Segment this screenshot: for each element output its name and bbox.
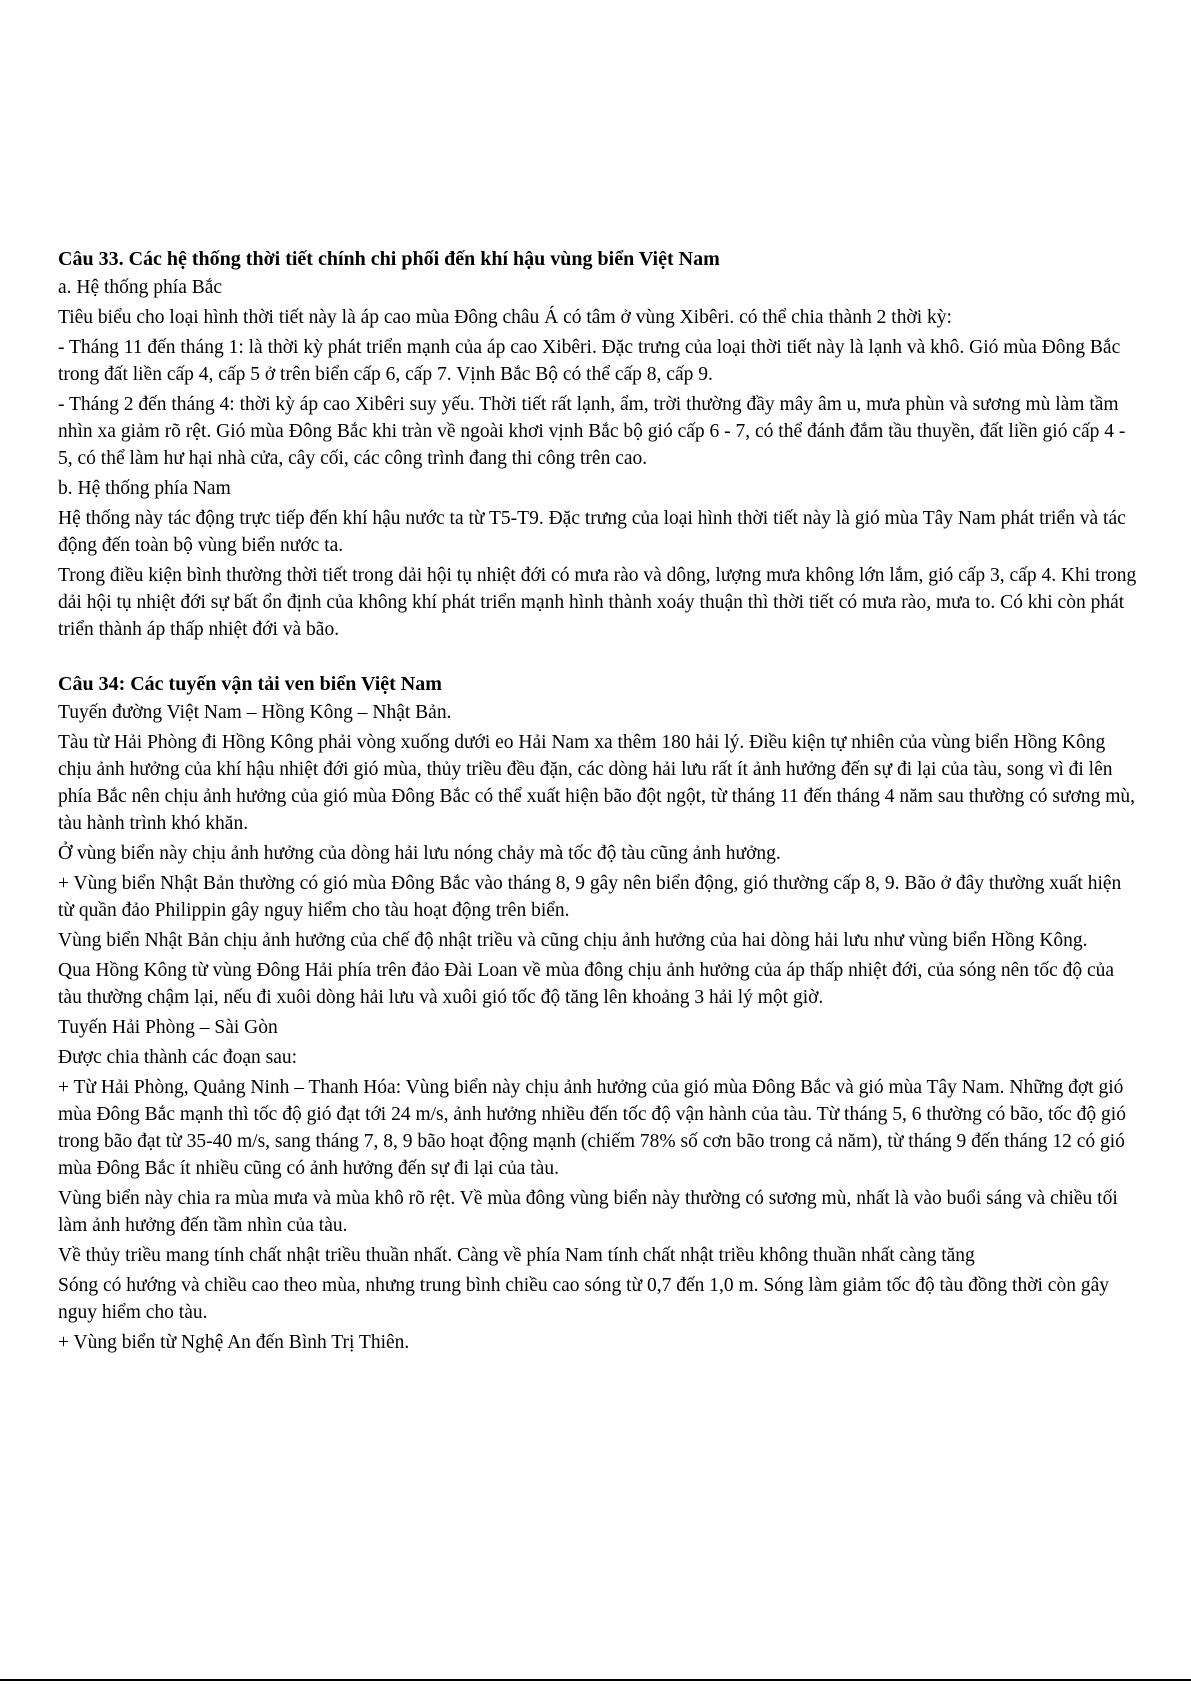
section-34-paragraph: + Từ Hải Phòng, Quảng Ninh – Thanh Hóa: Vùng biển này chịu ảnh hưởng của gió mùa Đông Bắc và gió mùa Tây Nam. Những đợt gió mùa Đông Bắc mạnh thì tốc độ gió đạt tới 24 m/s, ảnh hưởng nhiều đến tốc độ vận hành của tàu. Từ tháng 5, 6 thường có bão, tốc độ gió trong bão đạt từ 35-40 m/s, sang tháng 7, 8, 9 bão hoạt động mạnh (chiếm 78% số cơn bão trong cả năm), từ tháng 9 đến tháng 12 có gió mùa Đông Bắc ít nhiều cũng có ảnh hưởng đến sự đi lại của tàu.: [58, 1077, 1126, 1179]
section-33-paragraph: Hệ thống này tác động trực tiếp đến khí hậu nước ta từ T5-T9. Đặc trưng của loại hình thời tiết này là gió mùa Tây Nam phát triển và tác động đến toàn bộ vùng biển nước ta.: [58, 508, 1126, 556]
section-34-paragraph: Ở vùng biển này chịu ảnh hưởng của dòng hải lưu nóng chảy mà tốc độ tàu cũng ảnh hưởng.: [58, 843, 781, 864]
section-34-paragraph: + Vùng biển từ Nghệ An đến Bình Trị Thiên.: [58, 1332, 410, 1353]
section-33-paragraph: - Tháng 2 đến tháng 4: thời kỳ áp cao Xibêri suy yếu. Thời tiết rất lạnh, ẩm, trời thường đầy mây âm u, mưa phùn và sương mù làm tầm nhìn xa giảm rõ rệt. Gió mùa Đông Bắc khi tràn về ngoài khơi vịnh Bắc bộ gió cấp 6 - 7, có thể đánh đắm tầu thuyền, đất liền gió cấp 4 - 5, có thể làm hư hại nhà cửa, cây cối, các công trình đang thi công trên cao.: [58, 394, 1126, 469]
section-34-paragraph: Tàu từ Hải Phòng đi Hồng Kông phải vòng xuống dưới eo Hải Nam xa thêm 180 hải lý. Điều kiện tự nhiên của vùng biển Hồng Kông chịu ảnh hưởng của khí hậu nhiệt đới gió mùa, thủy triều đều đặn, các dòng hải lưu rất ít ảnh hưởng đến sự đi lại của tàu, song vì đi lên phía Bắc nên chịu ảnh hưởng của gió mùa Đông Bắc có thể xuất hiện bão đột ngột, từ tháng 11 đến tháng 4 năm sau thường có sương mù, tàu hành trình khó khăn.: [58, 732, 1136, 834]
section-34-paragraph: Sóng có hướng và chiều cao theo mùa, nhưng trung bình chiều cao sóng từ 0,7 đến 1,0 m. Sóng làm giảm tốc độ tàu đồng thời còn gây nguy hiểm cho tàu.: [58, 1275, 1109, 1323]
page-bottom-rule: [0, 1679, 1191, 1681]
section-33-heading: Câu 33. Các hệ thống thời tiết chính chi phối đến khí hậu vùng biển Việt Nam: [58, 248, 720, 270]
section-34-paragraph: Vùng biển này chia ra mùa mưa và mùa khô rõ rệt. Về mùa đông vùng biển này thường có sương mù, nhất là vào buổi sáng và chiều tối làm ảnh hưởng đến tầm nhìn của tàu.: [58, 1188, 1118, 1236]
section-33-paragraph: a. Hệ thống phía Bắc: [58, 277, 223, 298]
section-34-paragraph: Qua Hồng Kông từ vùng Đông Hải phía trên đảo Đài Loan về mùa đông chịu ảnh hưởng của áp thấp nhiệt đới, của sóng nên tốc độ của tàu thường chậm lại, nếu đi xuôi dòng hải lưu và xuôi gió tốc độ tăng lên khoảng 3 hải lý một giờ.: [58, 960, 1115, 1008]
section-34-paragraph: Vùng biển Nhật Bản chịu ảnh hưởng của chế độ nhật triều và cũng chịu ảnh hưởng của hai dòng hải lưu như vùng biển Hồng Kông.: [58, 930, 1088, 951]
section-34-paragraph: Tuyến Hải Phòng – Sài Gòn: [58, 1017, 278, 1038]
section-34-paragraph: Được chia thành các đoạn sau:: [58, 1047, 298, 1068]
section-34-paragraph: Tuyến đường Việt Nam – Hồng Kông – Nhật Bản.: [58, 702, 452, 723]
section-34-heading: Câu 34: Các tuyến vận tải ven biển Việt Nam: [58, 673, 442, 695]
section-34-paragraph: Về thủy triều mang tính chất nhật triều thuần nhất. Càng về phía Nam tính chất nhật triều không thuần nhất càng tăng: [58, 1245, 975, 1266]
section-33-paragraph: Trong điều kiện bình thường thời tiết trong dải hội tụ nhiệt đới có mưa rào và dông, lượng mưa không lớn lắm, gió cấp 3, cấp 4. Khi trong dải hội tụ nhiệt đới sự bất ổn định của không khí phát triển mạnh hình thành xoáy thuận thì thời tiết có mưa rào, mưa to. Có khi còn phát triển thành áp thấp nhiệt đới và bão.: [58, 565, 1137, 640]
section-33-paragraph: b. Hệ thống phía Nam: [58, 478, 231, 499]
section-33-paragraph: - Tháng 11 đến tháng 1: là thời kỳ phát triển mạnh của áp cao Xibêri. Đặc trưng của loại thời tiết này là lạnh và khô. Gió mùa Đông Bắc trong đất liền cấp 4, cấp 5 ở trên biển cấp 6, cấp 7. Vịnh Bắc Bộ có thể cấp 8, cấp 9.: [58, 337, 1121, 385]
section-34-paragraph: + Vùng biển Nhật Bản thường có gió mùa Đông Bắc vào tháng 8, 9 gây nên biển động, gió thường cấp 8, 9. Bão ở đây thường xuất hiện từ quần đảo Philippin gây nguy hiểm cho tàu hoạt động trên biển.: [58, 873, 1122, 921]
document-page: [58, 246, 1138, 1359]
section-33-paragraph: Tiêu biểu cho loại hình thời tiết này là áp cao mùa Đông châu Á có tâm ở vùng Xibêri. có thể chia thành 2 thời kỳ:: [58, 307, 952, 328]
